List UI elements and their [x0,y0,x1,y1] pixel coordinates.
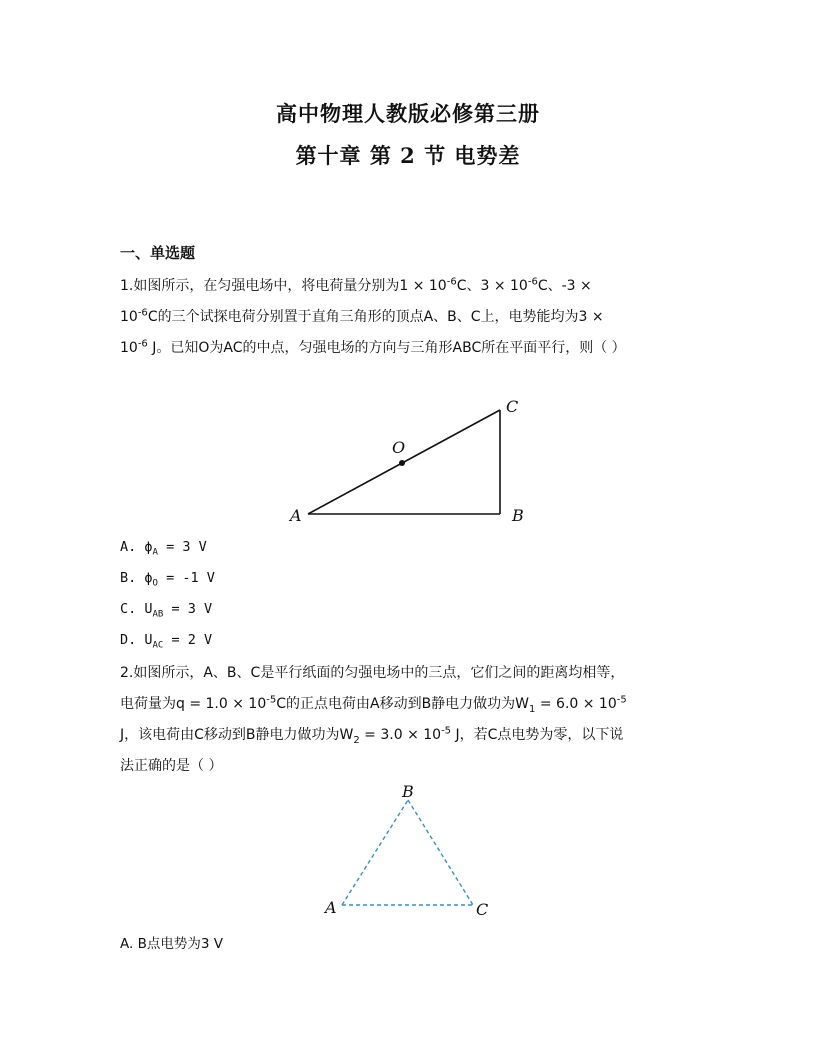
q1-option-b[interactable]: B. $\phi_O = -1$ V [120,570,215,589]
q1-line-1: 1.如图所示，在匀强电场中，将电荷量分别为$1 \times 10^{-6}C$、$3 \times 10^{-6}C$、-3 × [120,276,592,294]
dashed-segment-bc [408,800,473,905]
q1-option-c[interactable]: C. $U_{AB} = 3$ V [120,601,213,620]
section-heading: 一、单选题 [120,244,196,262]
q2-line-3: J，该电荷由C移动到B静电力做功为$W_2 = 3.0 \times 10^{-5}$ J，若C点电势为零，以下说 [120,725,624,746]
q2-line-4: 法正确的是（ ） [120,758,223,774]
q2-line-2: 电荷量为$q = 1.0 \times 10^{-5}C$的正点电荷由A移动到B静电力做功为$W_1 = 6.0 \times 10^{-5}$ [120,694,627,715]
q1-line-2: $10^{-6}C$的三个试探电荷分别置于直角三角形的顶点A、B、C上，电势能均为3 × [120,307,604,325]
document-title: 高中物理人教版必修第三册 [276,101,540,126]
dashed-segment-ab [342,800,408,905]
label-a: A [290,506,302,525]
q1-option-d[interactable]: D. $U_{AC} = 2$ V [120,632,213,651]
label-o: O [392,438,406,457]
document-subtitle: 第十章 第 2 节 电势差 [295,143,521,168]
label-a: A [325,898,337,917]
q1-option-a[interactable]: A. $\phi_A = 3$ V [120,539,207,558]
label-c: C [476,900,489,919]
q2-line-1: 2.如图所示，A、B、C是平行纸面的匀强电场中的三点，它们之间的距离均相等， [120,665,625,681]
q1-triangle-figure [280,390,540,535]
q1-line-3: $10^{-6}$ J。已知O为AC的中点，匀强电场的方向与三角形ABC所在平面平行，则（ ） [120,338,626,356]
q2-option-a[interactable]: A. B点电势为3 V [120,936,223,952]
q2-triangle-figure [320,780,500,920]
midpoint-o-dot [399,460,405,466]
label-b: B [512,506,524,525]
label-b: B [402,782,414,801]
label-c: C [506,397,519,416]
